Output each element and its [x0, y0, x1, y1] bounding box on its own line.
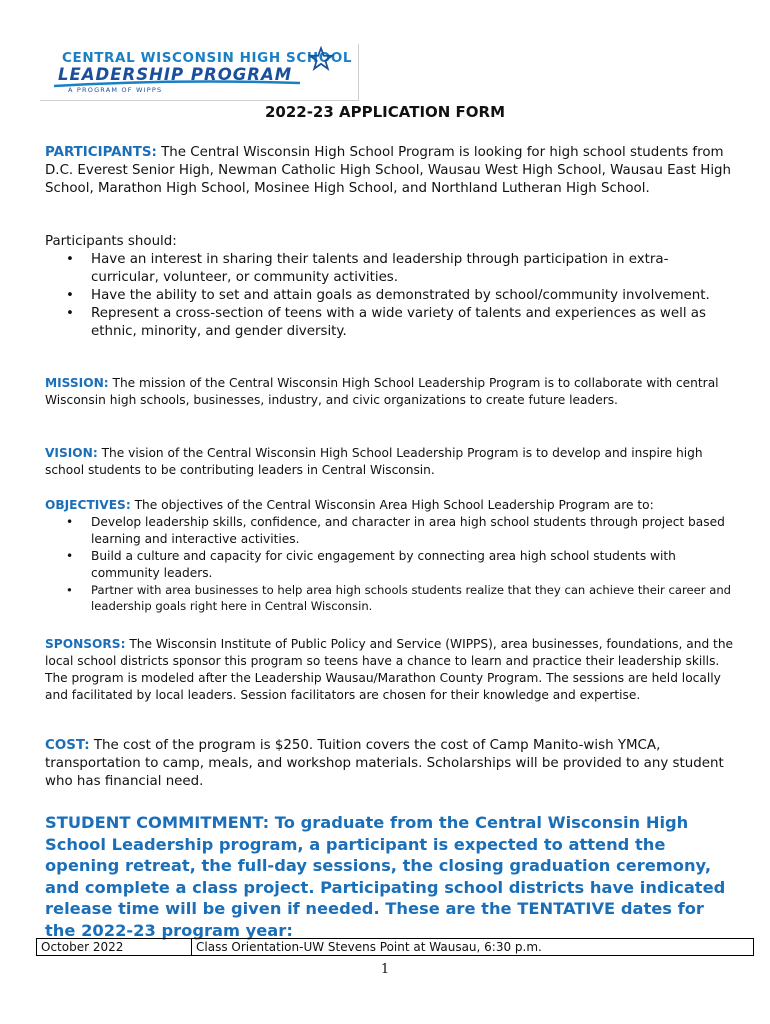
sponsors-label: SPONSORS:: [45, 637, 126, 651]
participants-bullet-list: [45, 251, 735, 341]
list-item: • Partner with area businesses to help area high schools students realize that they can achieve their career and leadership goals right here in Central Wisconsin.: [45, 582, 735, 614]
participants-label: PARTICIPANTS:: [45, 145, 157, 160]
objectives-bullet-list: [45, 514, 735, 614]
list-item: • Have an interest in sharing their talents and leadership through participation in extra-curricular, volunteer, or community activities.: [45, 251, 735, 287]
page-number: 1: [380, 962, 390, 977]
schedule-event: Class Orientation-UW Stevens Point at Wausau, 6:30 p.m.: [192, 939, 754, 956]
list-item: • Have the ability to set and attain goals as demonstrated by school/community involvement.: [45, 287, 735, 305]
participants-section: [45, 144, 735, 198]
cost-text: The cost of the program is $250. Tuition covers the cost of Camp Manito-wish YMCA, transportation to camp, meals, and workshop materials. Scholarships will be provided to any student who has financial need.: [45, 738, 724, 789]
list-item: • Represent a cross-section of teens with a wide variety of talents and experiences as well as ethnic, minority, and gender diversity.: [45, 305, 735, 341]
program-logo: [40, 44, 359, 101]
star-icon: [308, 46, 334, 72]
cost-section: [45, 737, 735, 791]
sponsors-text: The Wisconsin Institute of Public Policy and Service (WIPPS), area businesses, foundations, and the local school districts sponsor this program so teens have a chance to learn and practice their leadership skills. The program is modeled after the Leadership Wausau/Marathon County Program. The sessions are held locally and facilitated by local leaders. Session facilitators are chosen for their knowledge and expertise.: [45, 637, 734, 702]
vision-section: [45, 445, 735, 479]
mission-section: [45, 375, 735, 409]
form-title: 2022-23 APPLICATION FORM: [264, 103, 506, 121]
table-row: [37, 939, 754, 956]
logo-line-school: CENTRAL WISCONSIN HIGH SCHOOL: [62, 50, 353, 66]
participants-should-intro: Participants should:: [45, 234, 177, 249]
schedule-date: October 2022: [37, 939, 192, 956]
logo-tagline: A PROGRAM OF WIPPS: [68, 86, 163, 94]
objectives-text: The objectives of the Central Wisconsin Area High School Leadership Program are to:: [130, 498, 654, 512]
mission-label: MISSION:: [45, 376, 109, 390]
sponsors-section: [45, 636, 735, 704]
cost-label: COST:: [45, 738, 90, 753]
objectives-label: OBJECTIVES:: [45, 498, 131, 512]
schedule-table: [36, 938, 754, 956]
list-item: • Build a culture and capacity for civic engagement by connecting area high school students with community leaders.: [45, 548, 735, 582]
vision-text: The vision of the Central Wisconsin High School Leadership Program is to develop and inspire high school students to be contributing leaders in Central Wisconsin.: [45, 446, 703, 477]
mission-text: The mission of the Central Wisconsin High School Leadership Program is to collaborate with central Wisconsin high schools, businesses, industry, and civic organizations to create future leaders.: [45, 376, 719, 407]
vision-label: VISION:: [45, 446, 98, 460]
student-commitment: STUDENT COMMITMENT: To graduate from the Central Wisconsin High School Leadership program, a participant is expected to attend the opening retreat, the full-day sessions, the closing graduation ceremony, and complete a class project. Participating school districts have indicated release time will be given if needed. These are the TENTATIVE dates for the 2022-23 program year:: [45, 813, 726, 940]
participants-text: The Central Wisconsin High School Program is looking for high school students from D.C. Everest Senior High, Newman Catholic High School, Wausau West High School, Wausau East High School, Marathon High School, Mosinee High School, and Northland Lutheran High School.: [45, 145, 732, 196]
logo-line-program: LEADERSHIP PROGRAM: [58, 65, 293, 84]
list-item: • Develop leadership skills, confidence, and character in area high school students through project based learning and interactive activities.: [45, 514, 735, 548]
participants-should-section: [45, 233, 735, 341]
objectives-section: [45, 497, 735, 614]
